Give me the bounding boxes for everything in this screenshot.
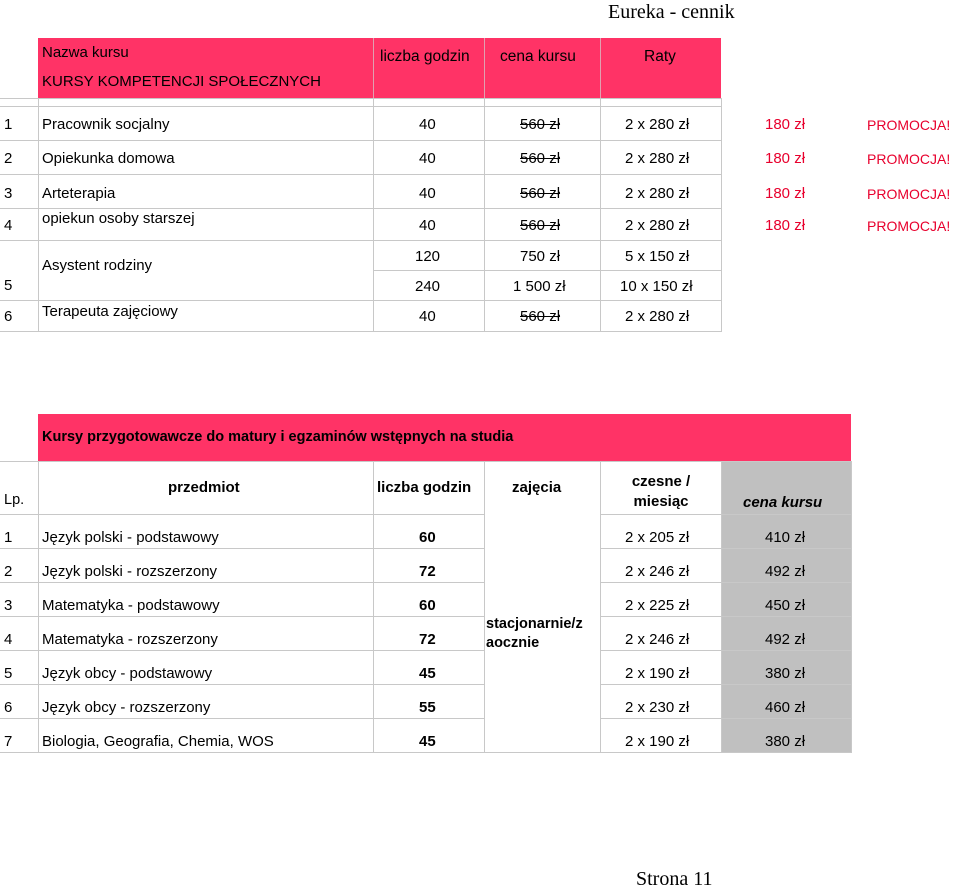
column-header-course-name: Nazwa kursu bbox=[42, 44, 129, 61]
course-name: Terapeuta zajęciowy bbox=[42, 303, 178, 320]
subject-name: Matematyka - rozszerzony bbox=[42, 631, 218, 648]
column-header-monthly-fee: czesne / miesiąc bbox=[631, 473, 691, 510]
course-installments: 2 x 280 zł bbox=[625, 185, 690, 202]
promo-price: 180 zł bbox=[765, 150, 806, 167]
monthly-fee: 2 x 230 zł bbox=[625, 699, 690, 716]
course-name: Asystent rodziny bbox=[42, 257, 153, 274]
course-name: Pracownik socjalny bbox=[42, 116, 170, 133]
course-hours: 40 bbox=[419, 217, 436, 234]
course-price: 380 zł bbox=[765, 733, 806, 750]
row-number: 7 bbox=[4, 733, 13, 750]
course-price-crossed: 560 zł bbox=[520, 185, 561, 202]
subject-hours: 55 bbox=[419, 699, 436, 716]
course-hours-variant-b: 240 bbox=[415, 278, 441, 295]
course-installments: 2 x 280 zł bbox=[625, 308, 690, 325]
monthly-fee: 2 x 225 zł bbox=[625, 597, 690, 614]
column-header-lp: Lp. bbox=[4, 492, 25, 508]
column-header-subject: przedmiot bbox=[168, 479, 240, 496]
subject-hours: 60 bbox=[419, 597, 436, 614]
subject-name: Język obcy - podstawowy bbox=[42, 665, 213, 682]
subject-name: Język polski - podstawowy bbox=[42, 529, 219, 546]
monthly-fee: 2 x 190 zł bbox=[625, 733, 690, 750]
monthly-fee: 2 x 190 zł bbox=[625, 665, 690, 682]
promo-price: 180 zł bbox=[765, 116, 806, 133]
column-header-installments: Raty bbox=[644, 48, 676, 65]
subject-hours: 45 bbox=[419, 665, 436, 682]
row-number: 3 bbox=[4, 597, 13, 614]
promo-label: PROMOCJA! bbox=[867, 151, 951, 167]
course-installments: 2 x 280 zł bbox=[625, 150, 690, 167]
course-name: opiekun osoby starszej bbox=[42, 210, 195, 227]
column-header-hours: liczba godzin bbox=[377, 479, 472, 496]
column-header-course-price: cena kursu bbox=[743, 494, 823, 511]
course-price-variant-a: 750 zł bbox=[520, 248, 561, 265]
subject-name: Matematyka - podstawowy bbox=[42, 597, 220, 614]
row-number: 4 bbox=[4, 631, 13, 648]
row-number: 1 bbox=[4, 116, 13, 133]
course-price: 450 zł bbox=[765, 597, 806, 614]
promo-label: PROMOCJA! bbox=[867, 117, 951, 133]
course-price: 460 zł bbox=[765, 699, 806, 716]
course-hours: 40 bbox=[419, 150, 436, 167]
page-number: Strona 11 bbox=[636, 868, 713, 890]
row-number: 2 bbox=[4, 150, 13, 167]
course-price-variant-b: 1 500 zł bbox=[513, 278, 566, 295]
course-price: 492 zł bbox=[765, 563, 806, 580]
row-number: 6 bbox=[4, 308, 13, 325]
course-price-crossed: 560 zł bbox=[520, 308, 561, 325]
course-price-crossed: 560 zł bbox=[520, 150, 561, 167]
promo-label: PROMOCJA! bbox=[867, 218, 951, 234]
course-hours: 40 bbox=[419, 185, 436, 202]
course-price-crossed: 560 zł bbox=[520, 217, 561, 234]
column-header-classes: zajęcia bbox=[512, 479, 562, 496]
subject-hours: 72 bbox=[419, 563, 436, 580]
course-price: 410 zł bbox=[765, 529, 806, 546]
subject-hours: 45 bbox=[419, 733, 436, 750]
course-installments: 2 x 280 zł bbox=[625, 116, 690, 133]
row-number: 5 bbox=[4, 665, 13, 682]
monthly-fee: 2 x 246 zł bbox=[625, 631, 690, 648]
subject-hours: 72 bbox=[419, 631, 436, 648]
row-number: 4 bbox=[4, 217, 13, 234]
section-title-matura: Kursy przygotowawcze do matury i egzaminów wstępnych na studia bbox=[42, 429, 514, 445]
subject-name: Język polski - rozszerzony bbox=[42, 563, 218, 580]
row-number: 1 bbox=[4, 529, 13, 546]
column-header-price: cena kursu bbox=[500, 48, 576, 65]
course-hours: 40 bbox=[419, 116, 436, 133]
course-price-crossed: 560 zł bbox=[520, 116, 561, 133]
document-title: Eureka - cennik bbox=[608, 1, 735, 23]
section-title-social-competence: KURSY KOMPETENCJI SPOŁECZNYCH bbox=[42, 73, 321, 90]
row-number: 6 bbox=[4, 699, 13, 716]
course-price: 492 zł bbox=[765, 631, 806, 648]
monthly-fee: 2 x 205 zł bbox=[625, 529, 690, 546]
row-number: 3 bbox=[4, 185, 13, 202]
subject-name: Język obcy - rozszerzony bbox=[42, 699, 211, 716]
column-header-hours: liczba godzin bbox=[380, 48, 470, 65]
row-number: 2 bbox=[4, 563, 13, 580]
subject-hours: 60 bbox=[419, 529, 436, 546]
classes-mode: stacjonarnie/z aocznie bbox=[486, 616, 583, 651]
row-number: 5 bbox=[4, 277, 13, 294]
promo-label: PROMOCJA! bbox=[867, 186, 951, 202]
course-installments-variant-b: 10 x 150 zł bbox=[620, 278, 693, 295]
course-installments-variant-a: 5 x 150 zł bbox=[625, 248, 690, 265]
course-price: 380 zł bbox=[765, 665, 806, 682]
course-name: Arteterapia bbox=[42, 185, 116, 202]
course-hours-variant-a: 120 bbox=[415, 248, 441, 265]
course-name: Opiekunka domowa bbox=[42, 150, 175, 167]
subject-name: Biologia, Geografia, Chemia, WOS bbox=[42, 733, 274, 750]
promo-price: 180 zł bbox=[765, 185, 806, 202]
promo-price: 180 zł bbox=[765, 217, 806, 234]
course-installments: 2 x 280 zł bbox=[625, 217, 690, 234]
monthly-fee: 2 x 246 zł bbox=[625, 563, 690, 580]
course-hours: 40 bbox=[419, 308, 436, 325]
